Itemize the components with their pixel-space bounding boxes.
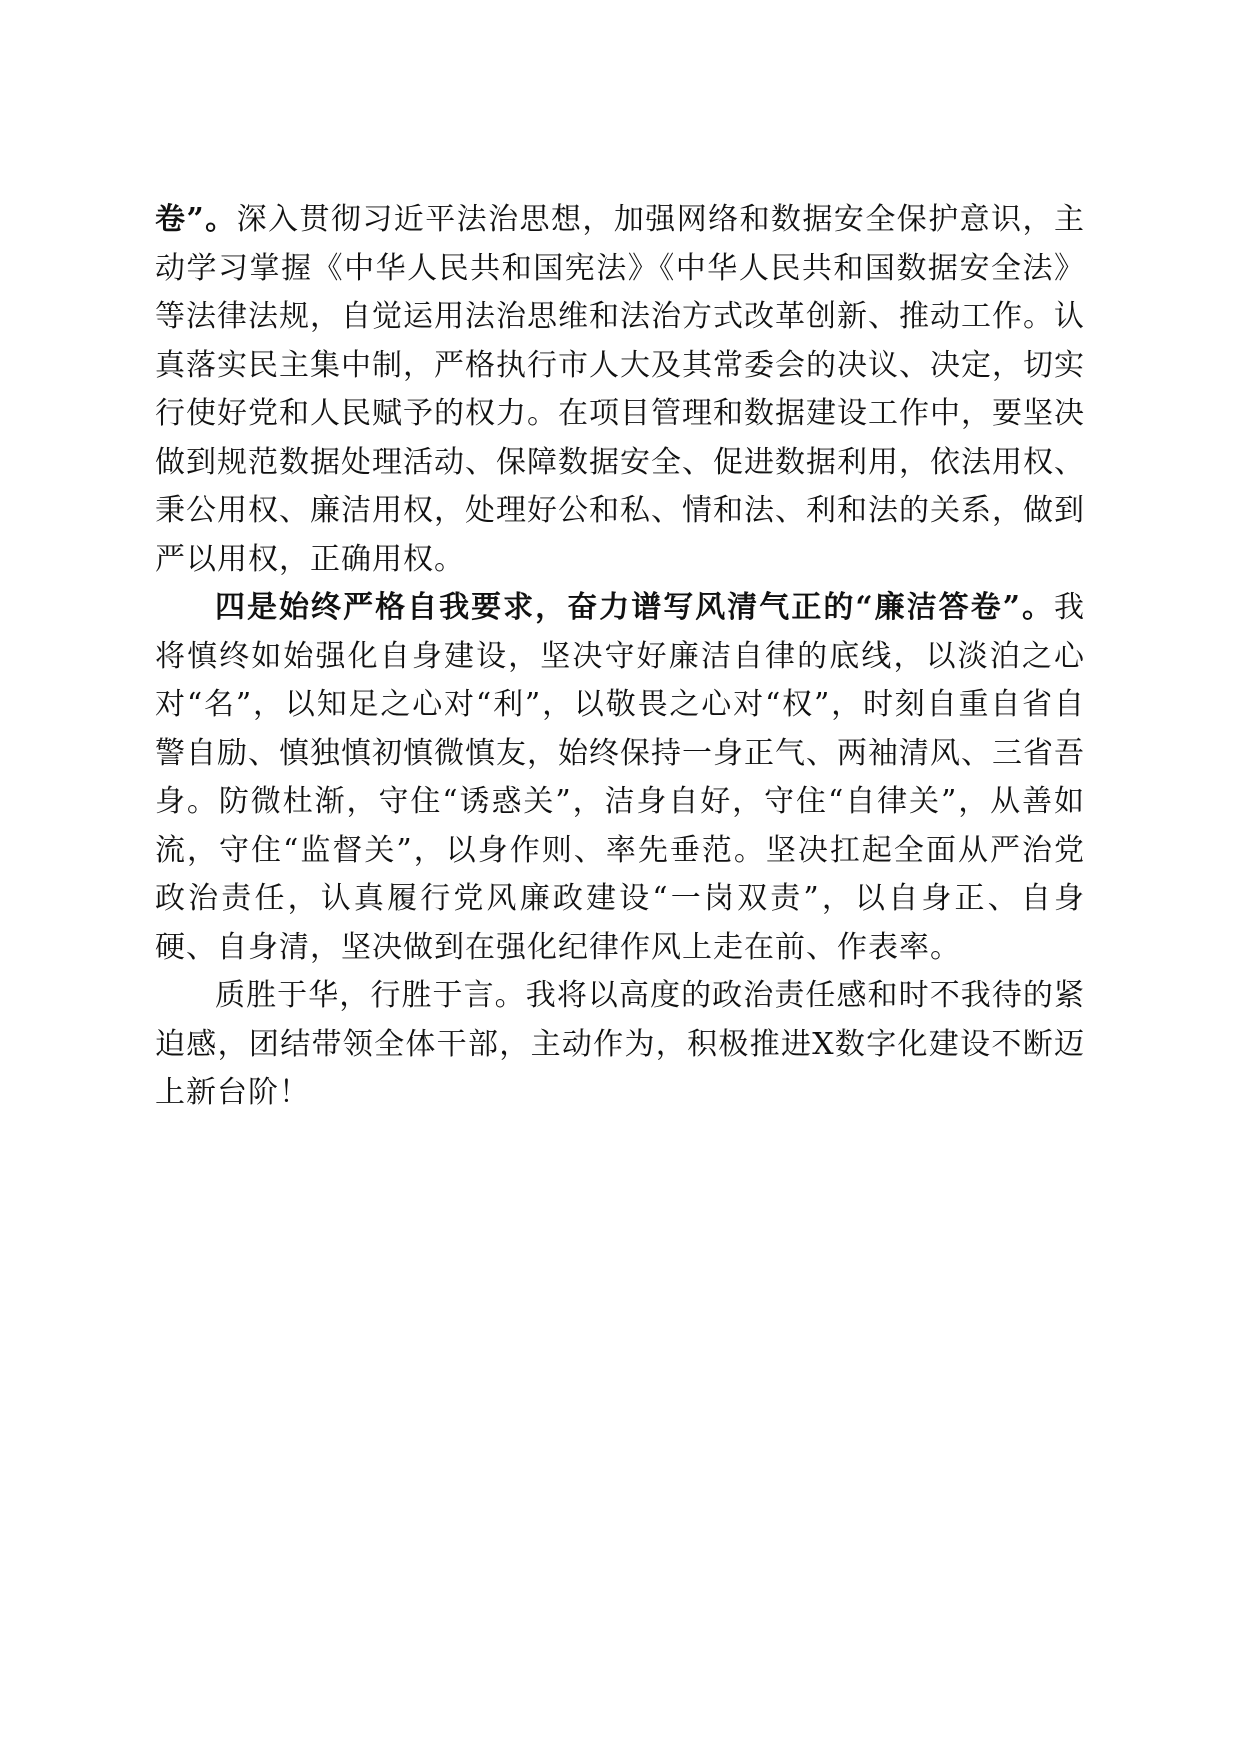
paragraph-heading: 四是始终严格自我要求，奋力谱写风清气正的“廉洁答卷”。 xyxy=(215,590,1054,625)
paragraph-conclusion xyxy=(155,972,1085,1118)
paragraph-text: 质胜于华，行胜于言。我将以高度的政治责任感和时不我待的紧迫感，团结带领全体干部，主动作为，积极推进X数字化建设不断迈上新台阶！ xyxy=(155,978,1085,1110)
document-body xyxy=(155,196,1085,1118)
paragraph-text: 深入贯彻习近平法治思想，加强网络和数据安全保护意识，主动学习掌握《中华人民共和国宪法》《中华人民共和国数据安全法》等法律法规，自觉运用法治思维和法治方式改革创新、推动工作。认真落实民主集中制，严格执行市人大及其常委会的决议、决定，切实行使好党和人民赋予的权力。在项目管理和数据建设工作中，要坚决做到规范数据处理活动、保障数据安全、促进数据利用，依法用权、秉公用权、廉洁用权，处理好公和私、情和法、利和法的关系，做到严以用权，正确用权。 xyxy=(155,202,1085,577)
paragraph-text: 我将慎终如始强化自身建设，坚决守好廉洁自律的底线，以淡泊之心对“名”，以知足之心对“利”，以敬畏之心对“权”，时刻自重自省自警自励、慎独慎初慎微慎友，始终保持一身正气、两袖清风、三省吾身。防微杜渐，守住“诱惑关”，洁身自好，守住“自律关”，从善如流，守住“监督关”，以身作则、率先垂范。坚决扛起全面从严治党政治责任，认真履行党风廉政建设“一岗双责”，以自身正、自身硬、自身清，坚决做到在强化纪律作风上走在前、作表率。 xyxy=(155,590,1085,965)
paragraph-integrity xyxy=(155,584,1085,972)
paragraph-rule-of-law xyxy=(155,196,1085,584)
paragraph-heading-tail: 卷”。 xyxy=(155,202,237,237)
